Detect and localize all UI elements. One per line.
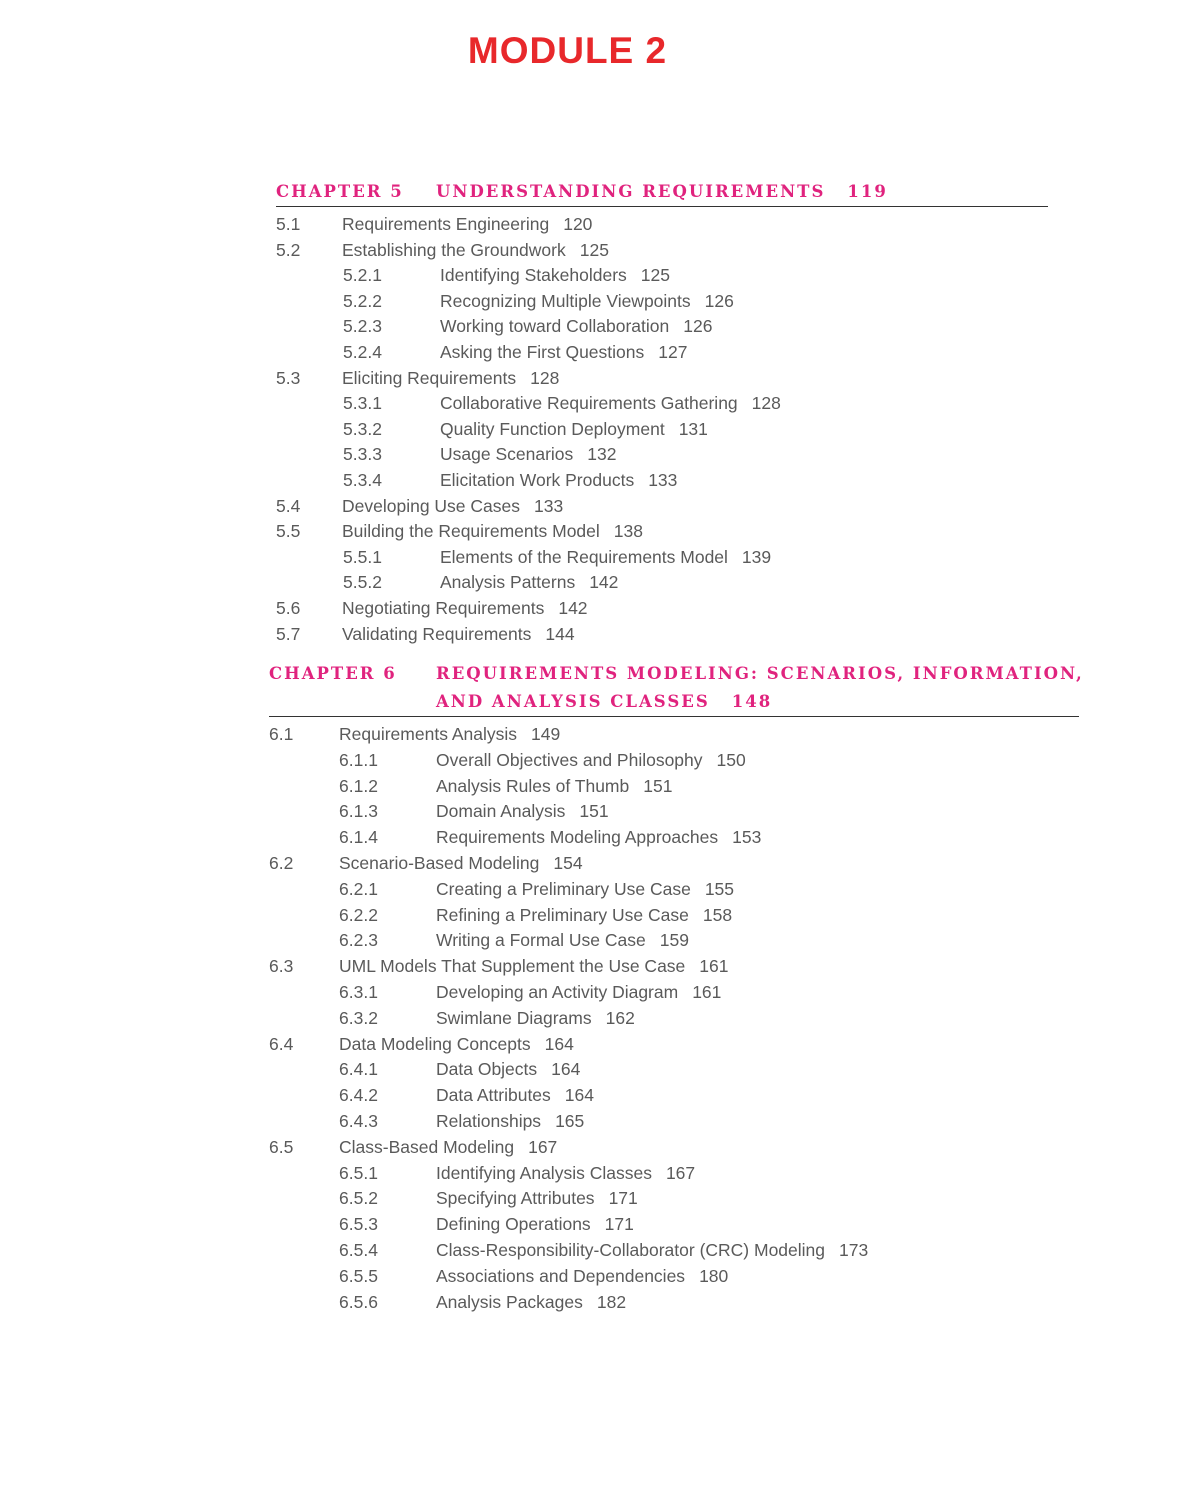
toc-entry[interactable] [276,391,1056,417]
toc-entry-number: 5.3.1 [343,393,382,414]
toc-entry-number: 5.3.3 [343,444,382,465]
toc-entry[interactable] [276,622,1056,648]
toc-entry-number: 6.3.1 [339,981,378,1002]
toc-entry-page: 142 [589,572,619,593]
toc-entry-title-text: Refining a Preliminary Use Case [436,904,689,925]
toc-entry-title-text: Domain Analysis [436,801,566,822]
toc-entry-title-text: Defining Operations [436,1214,591,1235]
chapter-5-page: 119 [847,182,888,201]
chapter-6-label: CHAPTER 6 [269,664,397,683]
toc-entry[interactable] [276,263,1056,289]
toc-entry-title [342,238,609,264]
toc-entry[interactable] [269,1083,1069,1109]
toc-entry-number: 6.2.1 [339,878,378,899]
toc-entry-title [436,774,672,800]
toc-entry[interactable] [269,851,1069,877]
toc-entry-page: 126 [683,316,713,337]
toc-entry-page: 171 [604,1214,634,1235]
toc-entry-number: 6.5.2 [339,1188,378,1209]
toc-entry-title-text: Analysis Patterns [440,572,576,593]
toc-entry[interactable] [276,545,1056,571]
toc-entry[interactable] [269,1212,1069,1238]
toc-entry-number: 5.6 [276,597,301,618]
toc-entry-title [440,263,670,289]
module-title: MODULE 2 [467,30,668,71]
toc-entry-number: 6.2.3 [339,930,378,951]
toc-entry[interactable] [276,238,1056,264]
toc-entry-title [342,366,559,392]
toc-entry-number: 6.5.5 [339,1265,378,1286]
toc-entry-title-text: Identifying Analysis Classes [436,1162,652,1183]
toc-entry-title [436,1109,584,1135]
toc-entry-page: 173 [839,1239,869,1260]
toc-entry-title-text: Validating Requirements [342,623,532,644]
toc-entry[interactable] [269,774,1069,800]
toc-entry-number: 6.5.6 [339,1291,378,1312]
toc-entry-number: 6.3.2 [339,1007,378,1028]
toc-entry-title-text: Elements of the Requirements Model [440,546,728,567]
toc-entry-title-text: Eliciting Requirements [342,367,517,388]
toc-entry[interactable] [269,1161,1069,1187]
toc-entry[interactable] [269,928,1069,954]
toc-entry-number: 5.2 [276,239,301,260]
toc-entry-title [342,596,588,622]
toc-entry-title-text: Requirements Modeling Approaches [436,827,719,848]
toc-entry-title-text: Establishing the Groundwork [342,239,566,260]
toc-entry[interactable] [276,596,1056,622]
toc-entry[interactable] [269,877,1069,903]
toc-entry-number: 5.7 [276,623,301,644]
toc-entry-number: 5.3.2 [343,418,382,439]
toc-entry[interactable] [276,468,1056,494]
toc-entry-number: 5.2.2 [343,290,382,311]
toc-entry[interactable] [276,314,1056,340]
chapter-5-title [436,178,888,206]
toc-entry-title-text: Scenario-Based Modeling [339,852,540,873]
toc-entry-title [339,722,560,748]
toc-entry-title-text: Data Attributes [436,1085,551,1106]
toc-entry-number: 5.3 [276,367,301,388]
toc-entry-title-text: Developing Use Cases [342,495,521,516]
chapter-6-rule [269,716,1079,717]
toc-entry[interactable] [269,1006,1069,1032]
toc-entry-title [339,1135,557,1161]
toc-entry-title-text: Identifying Stakeholders [440,265,627,286]
toc-entry-title-text: Elicitation Work Products [440,469,635,490]
toc-entry-title [440,391,781,417]
toc-entry-title-text: Class-Based Modeling [339,1136,515,1157]
toc-entry[interactable] [269,1238,1069,1264]
toc-entry-number: 6.5.3 [339,1214,378,1235]
chapter-5-label: CHAPTER 5 [276,182,404,201]
toc-entry-number: 6.1 [269,724,294,744]
toc-entry[interactable] [276,289,1056,315]
toc-entry-number: 6.2 [269,852,294,873]
toc-entry-number: 6.1.1 [339,749,378,770]
toc-entry[interactable] [269,1057,1069,1083]
toc-entry-title [440,340,687,366]
toc-entry-number: 6.4.1 [339,1059,378,1080]
toc-entry-page: 158 [702,904,733,925]
toc-entry-title-text: Analysis Rules of Thumb [436,775,630,796]
toc-entry-number: 6.3 [269,956,294,977]
toc-entry-page: 120 [563,214,593,234]
toc-entry-title [436,748,746,774]
toc-entry-page: 133 [648,469,678,490]
toc-entry-number: 6.1.3 [339,801,378,822]
toc-entry-number: 5.5.1 [343,546,382,567]
toc-entry-number: 6.1.4 [339,827,378,848]
toc-entry-page: 171 [608,1188,638,1209]
toc-entry-title [436,1238,868,1264]
toc-entry-title-text: Requirements Analysis [339,724,517,744]
toc-entry-title [436,1161,695,1187]
toc-entry-title [436,877,734,903]
toc-entry-page: 128 [530,367,560,388]
toc-entry[interactable] [276,417,1056,443]
toc-entry-page: 127 [658,341,688,362]
toc-entry-number: 5.4 [276,495,301,516]
toc-entry-page: 144 [545,623,575,644]
toc-entry-title-text: Negotiating Requirements [342,597,545,618]
toc-entry-title [342,622,575,648]
toc-entry-title [436,928,689,954]
toc-entry-title-text: Quality Function Deployment [440,418,665,439]
toc-entry-title-text: Specifying Attributes [436,1188,595,1209]
toc-entry-page: 161 [699,956,729,977]
chapter-6-title [436,660,1084,716]
toc-entry-page: 165 [555,1110,585,1131]
toc-entry-title [339,1032,574,1058]
toc-entry-title [436,980,721,1006]
toc-entry-title-text: Analysis Packages [436,1291,583,1312]
toc-entry-title-text: Relationships [436,1110,542,1131]
toc-entry-number: 5.2.4 [343,341,382,362]
toc-entry-number: 5.5.2 [343,572,382,593]
toc-entry-title [339,954,729,980]
toc-entry-page: 149 [531,724,561,744]
toc-entry-title [436,1057,580,1083]
toc-entry-page: 126 [704,290,734,311]
toc-entry-page: 182 [596,1291,627,1312]
toc-entry-page: 180 [699,1265,729,1286]
toc-entry-page: 164 [564,1085,594,1106]
toc-entry-title [436,1006,635,1032]
toc-entry-page: 151 [579,801,609,822]
toc-entry-title-text: Collaborative Requirements Gathering [440,393,738,414]
toc-entry-title [436,1186,638,1212]
toc-entry-title-text: Swimlane Diagrams [436,1007,592,1028]
toc-entry-page: 139 [741,546,772,567]
toc-entry-number: 5.1 [276,214,301,234]
toc-entry-title-text: Working toward Collaboration [440,316,670,337]
toc-entry-title [440,545,771,571]
toc-entry-page: 138 [613,521,643,542]
toc-entry-page: 154 [553,852,583,873]
toc-entry-title-text: Data Modeling Concepts [339,1033,531,1054]
chapter-6-title-line-1: REQUIREMENTS MODELING: SCENARIOS, INFORMATION, [436,664,1084,683]
toc-entry-page: 161 [692,981,722,1002]
toc-entry-title [342,212,592,238]
toc-entry[interactable] [269,1264,1069,1290]
toc-entry[interactable] [276,494,1056,520]
toc-entry-title-text: UML Models That Supplement the Use Case [339,956,686,977]
toc-entry[interactable] [276,366,1056,392]
toc-entry-number: 6.5.4 [339,1239,378,1260]
toc-entry-title [436,1264,728,1290]
toc-entry[interactable] [269,1186,1069,1212]
toc-entry-page: 164 [544,1033,574,1054]
toc-entry[interactable] [276,570,1056,596]
chapter-5-rule [276,206,1048,207]
chapter-5-toc [276,212,1056,647]
toc-entry-title [436,799,609,825]
toc-entry-title-text: Developing an Activity Diagram [436,981,679,1002]
toc-entry[interactable] [276,519,1056,545]
toc-entry-title [440,570,618,596]
toc-entry-page: 132 [587,444,617,465]
chapter-6-heading [269,660,1084,716]
toc-entry[interactable] [276,212,1056,238]
toc-entry-page: 155 [704,878,735,899]
toc-entry-title-text: Recognizing Multiple Viewpoints [440,290,691,311]
toc-entry-title-text: Overall Objectives and Philosophy [436,749,703,770]
toc-entry[interactable] [269,748,1069,774]
toc-entry-page: 162 [605,1007,635,1028]
toc-entry-page: 151 [643,775,673,796]
toc-entry-title [342,519,643,545]
toc-entry[interactable] [269,1032,1069,1058]
toc-entry-page: 133 [534,495,564,516]
toc-entry-page: 125 [640,265,670,286]
toc-entry-title-text: Writing a Formal Use Case [436,930,646,951]
toc-entry-number: 6.4.3 [339,1110,378,1131]
toc-entry[interactable] [269,1290,1069,1316]
chapter-6-title-line-2: AND ANALYSIS CLASSES [436,692,710,711]
toc-entry-title-text: Creating a Preliminary Use Case [436,878,691,899]
toc-entry-page: 142 [558,597,588,618]
toc-entry[interactable] [276,442,1056,468]
toc-entry-number: 6.4.2 [339,1085,378,1106]
toc-entry-title [436,1083,594,1109]
toc-entry-page: 153 [732,827,762,848]
toc-entry-title-text: Associations and Dependencies [436,1265,686,1286]
toc-entry-page: 164 [551,1059,581,1080]
toc-entry[interactable] [269,1135,1069,1161]
toc-entry[interactable] [269,825,1069,851]
toc-entry[interactable] [269,799,1069,825]
toc-entry-title [339,851,583,877]
toc-entry-number: 5.2.3 [343,316,382,337]
toc-entry[interactable] [269,980,1069,1006]
toc-entry-title [342,494,563,520]
chapter-6-page: 148 [731,692,773,711]
toc-entry-title-text: Building the Requirements Model [342,521,600,542]
toc-entry[interactable] [276,340,1056,366]
chapter-6-toc [269,722,1069,1315]
toc-entry-page: 167 [528,1136,558,1157]
chapter-5-heading [276,178,1056,206]
toc-entry-number: 6.2.2 [339,904,378,925]
toc-entry-title [436,903,732,929]
toc-entry-title [440,289,734,315]
chapter-5-title-line-1: UNDERSTANDING REQUIREMENTS [436,182,826,201]
toc-entry-page: 125 [579,239,609,260]
toc-entry-number: 5.3.4 [343,469,382,490]
toc-entry-page: 131 [678,418,708,439]
toc-entry-title-text: Usage Scenarios [440,444,574,465]
toc-entry-title [440,468,677,494]
toc-entry-title [436,1290,626,1316]
toc-entry-page: 150 [716,749,746,770]
toc-entry[interactable] [269,954,1069,980]
toc-entry-number: 5.5 [276,521,301,542]
toc-entry-title-text: Requirements Engineering [342,214,550,234]
toc-entry-title [436,825,761,851]
toc-entry[interactable] [269,1109,1069,1135]
toc-entry-title [436,1212,634,1238]
toc-entry-number: 5.2.1 [343,265,382,286]
toc-entry[interactable] [269,903,1069,929]
toc-entry-page: 159 [659,930,689,951]
toc-entry-title-text: Class-Responsibility-Collaborator (CRC) Modeling [436,1239,826,1260]
toc-entry-number: 6.5 [269,1136,294,1157]
toc-entry-number: 6.5.1 [339,1162,378,1183]
toc-entry-page: 128 [751,393,781,414]
toc-entry-title [440,314,712,340]
toc-entry-title [440,417,708,443]
toc-entry-page: 167 [665,1162,696,1183]
toc-entry-title-text: Data Objects [436,1059,538,1080]
toc-entry-title-text: Asking the First Questions [440,341,645,362]
toc-entry[interactable] [269,722,1069,748]
toc-entry-title [440,442,616,468]
toc-entry-number: 6.4 [269,1033,294,1054]
toc-entry-number: 6.1.2 [339,775,378,796]
